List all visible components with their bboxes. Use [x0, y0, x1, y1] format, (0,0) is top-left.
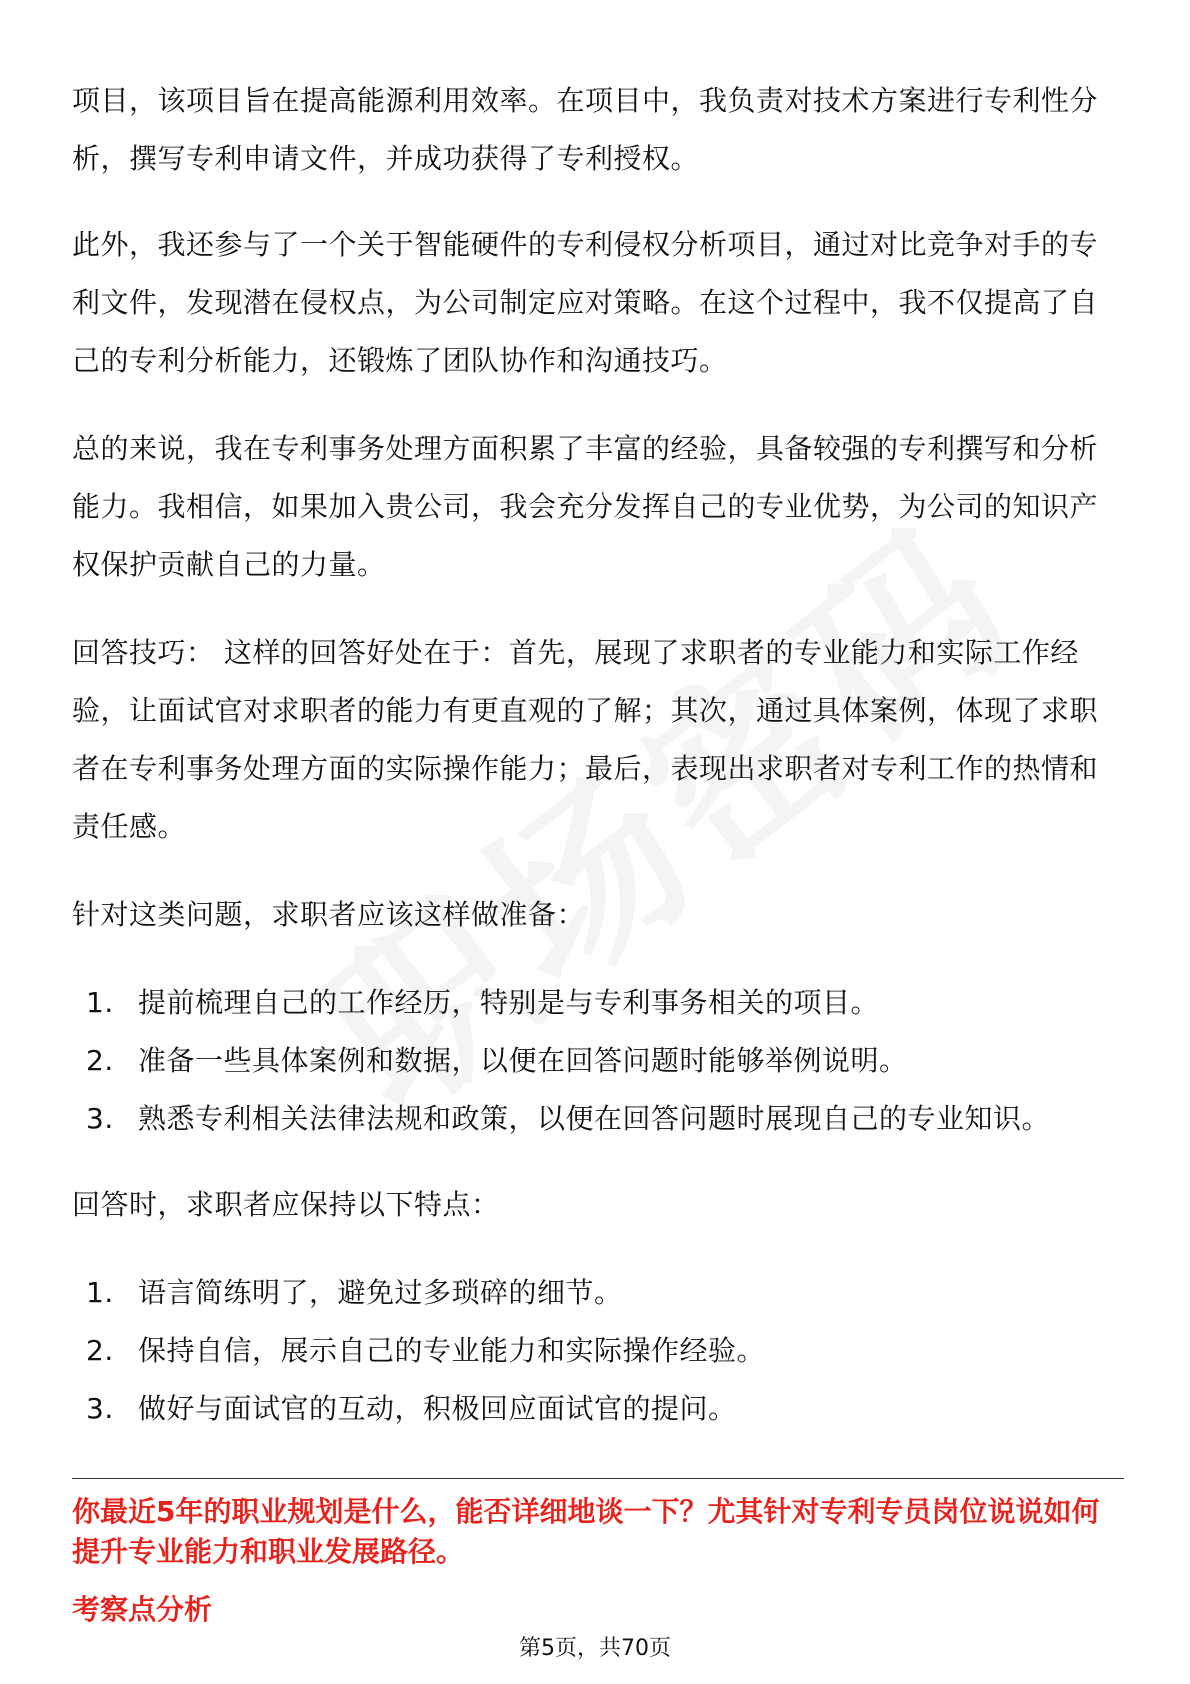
list-text: 语言简练明了，避免过多琐碎的细节。 — [138, 1276, 623, 1309]
paragraph-answer-intro: 回答时，求职者应保持以下特点： — [72, 1188, 500, 1221]
list-item — [72, 1264, 1124, 1322]
list-number: 2. — [86, 1334, 114, 1367]
list-item — [72, 974, 1124, 1032]
list-number: 3. — [86, 1102, 114, 1135]
list-item — [72, 1322, 1124, 1380]
list-text: 提前梳理自己的工作经历，特别是与专利事务相关的项目。 — [138, 986, 880, 1019]
list-item — [72, 1090, 1124, 1148]
list-text: 熟悉专利相关法律法规和政策，以便在回答问题时展现自己的专业知识。 — [138, 1102, 1051, 1135]
list-number: 1. — [86, 1276, 114, 1309]
section-title: 考察点分析 — [72, 1593, 213, 1626]
list-text: 保持自信，展示自己的专业能力和实际操作经验。 — [138, 1334, 766, 1367]
answer-list — [72, 1264, 1124, 1438]
list-number: 3. — [86, 1392, 114, 1425]
paragraph-summary: 总的来说，我在专利事务处理方面积累了丰富的经验，具备较强的专利撰写和分析能力。我相信，如果加入贵公司，我会充分发挥自己的专业优势，为公司的知识产权保护贡献自己的力量。 — [72, 432, 1099, 581]
paragraph-prep-intro: 针对这类问题，求职者应该这样做准备： — [72, 898, 586, 931]
list-number: 1. — [86, 986, 114, 1019]
page-content — [72, 72, 1124, 1466]
list-number: 2. — [86, 1044, 114, 1077]
list-item — [72, 1380, 1124, 1438]
prep-list — [72, 974, 1124, 1148]
list-text: 做好与面试官的互动，积极回应面试官的提问。 — [138, 1392, 737, 1425]
paragraph-infringement: 此外，我还参与了一个关于智能硬件的专利侵权分析项目，通过对比竞争对手的专利文件，发现潜在侵权点，为公司制定应对策略。在这个过程中，我不仅提高了自己的专利分析能力，还锻炼了团队协作和沟通技巧。 — [72, 228, 1099, 377]
section-divider — [72, 1478, 1124, 1479]
list-item — [72, 1032, 1124, 1090]
page-footer: 第5页，共70页 — [519, 1636, 671, 1661]
interview-question: 你最近5年的职业规划是什么，能否详细地谈一下？尤其针对专利专员岗位说说如何提升专业能力和职业发展路径。 — [72, 1495, 1100, 1568]
paragraph-project: 项目，该项目旨在提高能源利用效率。在项目中，我负责对技术方案进行专利性分析，撰写专利申请文件，并成功获得了专利授权。 — [72, 84, 1099, 175]
list-text: 准备一些具体案例和数据，以便在回答问题时能够举例说明。 — [138, 1044, 908, 1077]
paragraph-answer-tips: 回答技巧： 这样的回答好处在于：首先，展现了求职者的专业能力和实际工作经验，让面试官对求职者的能力有更直观的了解；其次，通过具体案例，体现了求职者在专利事务处理方面的实际操作能力；最后，表现出求职者对专利工作的热情和责任感。 — [72, 636, 1099, 843]
